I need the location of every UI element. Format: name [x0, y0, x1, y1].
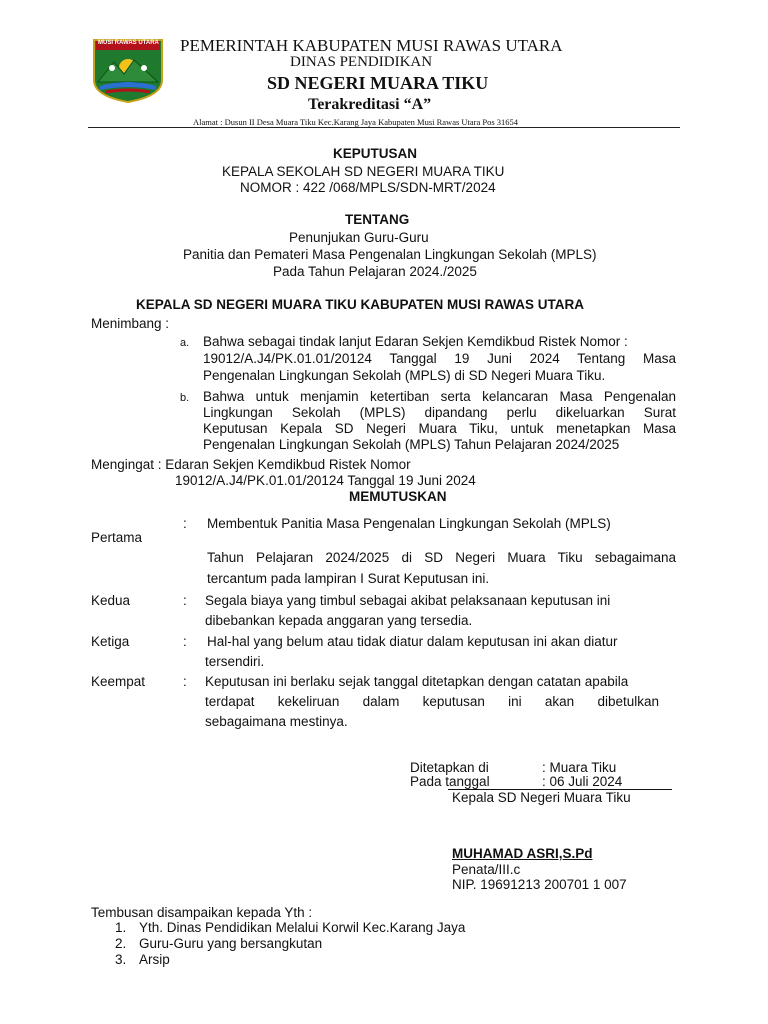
letterhead-agency: DINAS PENDIDIKAN	[290, 54, 433, 70]
about-line-3: Pada Tahun Pelajaran 2024./2025	[273, 264, 477, 279]
considering-b-line-4: Pengenalan Lingkungan Sekolah (MPLS) Tahun Pelajaran 2024/2025	[203, 437, 620, 452]
copies-number-1: 1.	[115, 920, 127, 935]
letterhead-address: Alamat : Dusun II Desa Muara Tiku Kec.Karang Jaya Kabupaten Musi Rawas Utara Pos 31654	[193, 117, 519, 127]
set-at-value: : Muara Tiku	[542, 760, 617, 775]
considering-a-marker: a.	[180, 337, 190, 349]
second-line-2: dibebankan kepada anggaran yang tersedia.	[205, 613, 473, 628]
letterhead-accreditation: Terakreditasi “A”	[308, 96, 432, 113]
second-label: Kedua	[91, 593, 131, 608]
about-line-1: Penunjukan Guru-Guru	[289, 230, 429, 245]
third-colon: :	[183, 634, 187, 649]
first-line-3: tercantum pada lampiran I Surat Keputusan ini.	[207, 571, 490, 586]
about-heading: TENTANG	[345, 212, 410, 227]
third-line-2: tersendiri.	[205, 654, 265, 669]
first-line-2: Tahun Pelajaran 2024/2025 di SD Negeri Muara Tiku sebagaimana	[207, 550, 676, 565]
issuer-heading: KEPALA SD NEGERI MUARA TIKU KABUPATEN MUSI RAWAS UTARA	[136, 297, 584, 312]
regency-logo	[92, 38, 164, 104]
considering-a-line-2: 19012/A.J4/PK.01.01/20124 Tanggal 19 Juni 2024 Tentang Masa	[203, 351, 676, 366]
fourth-colon: :	[183, 674, 187, 689]
first-colon: :	[183, 516, 187, 531]
copies-item-2: Guru-Guru yang bersangkutan	[139, 936, 323, 951]
considering-label: Menimbang :	[91, 316, 170, 331]
considering-b-line-3: Keputusan Kepala SD Negeri Muara Tiku, untuk menetapkan Masa	[203, 421, 676, 436]
first-label: Pertama	[91, 530, 143, 545]
signer-nip: NIP. 19691213 200701 1 007	[452, 877, 627, 892]
fourth-line-3: sebagaimana mestinya.	[205, 714, 348, 729]
considering-a-line-3: Pengenalan Lingkungan Sekolah (MPLS) di SD Negeri Muara Tiku.	[203, 368, 606, 383]
copies-intro: Tembusan disampaikan kepada Yth :	[91, 905, 313, 920]
signer-name: MUHAMAD ASRI,S.Pd	[452, 846, 593, 861]
fourth-label: Keempat	[91, 674, 146, 689]
logo-text: MUSI RAWAS UTARA	[98, 40, 159, 46]
decree-title: KEPUTUSAN	[333, 146, 418, 161]
set-at-label: Ditetapkan di	[410, 760, 489, 775]
copies-item-1: Yth. Dinas Pendidikan Melalui Korwil Kec.Karang Jaya	[139, 920, 466, 935]
copies-item-3: Arsip	[139, 952, 170, 967]
fourth-line-1: Keputusan ini berlaku sejak tanggal ditetapkan dengan catatan apabila	[205, 674, 629, 689]
signer-rank: Penata/III.c	[452, 862, 521, 877]
third-line-1: Hal-hal yang belum atau tidak diatur dalam keputusan ini akan diatur	[207, 634, 618, 649]
set-date-label: Pada tanggal	[410, 774, 490, 789]
about-line-2: Panitia dan Pemateri Masa Pengenalan Lingkungan Sekolah (MPLS)	[183, 247, 597, 262]
third-label: Ketiga	[91, 634, 130, 649]
recalling-line-2: 19012/A.J4/PK.01.01/20124 Tanggal 19 Juni 2024	[175, 473, 476, 488]
signer-position: Kepala SD Negeri Muara Tiku	[452, 790, 631, 805]
letterhead-government: PEMERINTAH KABUPATEN MUSI RAWAS UTARA	[180, 36, 563, 55]
second-line-1: Segala biaya yang timbul sebagai akibat pelaksanaan keputusan ini	[205, 593, 611, 608]
letterhead-school: SD NEGERI MUARA TIKU	[267, 73, 489, 93]
recalling-line-1: Mengingat : Edaran Sekjen Kemdikbud Ristek Nomor	[91, 457, 411, 472]
second-colon: :	[183, 593, 187, 608]
set-date-value: : 06 Juli 2024	[542, 774, 623, 789]
considering-b-line-1: Bahwa untuk menjamin ketertiban serta kelancaran Masa Pengenalan	[203, 389, 676, 404]
decree-number: NOMOR : 422 /068/MPLS/SDN-MRT/2024	[240, 180, 496, 195]
considering-b-marker: b.	[180, 392, 190, 404]
fourth-line-2: terdapat kekeliruan dalam keputusan ini akan dibetulkan	[205, 694, 659, 709]
first-line-1: Membentuk Panitia Masa Pengenalan Lingkungan Sekolah (MPLS)	[207, 516, 611, 531]
considering-b-line-2: Lingkungan Sekolah (MPLS) dipandang perlu dikeluarkan Surat	[203, 405, 676, 420]
decide-heading: MEMUTUSKAN	[349, 489, 447, 504]
letterhead-divider	[88, 127, 680, 128]
considering-a-line-1: Bahwa sebagai tindak lanjut Edaran Sekjen Kemdikbud Ristek Nomor :	[203, 334, 628, 349]
copies-number-3: 3.	[115, 952, 127, 967]
decree-issuer: KEPALA SEKOLAH SD NEGERI MUARA TIKU	[222, 164, 505, 179]
copies-number-2: 2.	[115, 936, 127, 951]
